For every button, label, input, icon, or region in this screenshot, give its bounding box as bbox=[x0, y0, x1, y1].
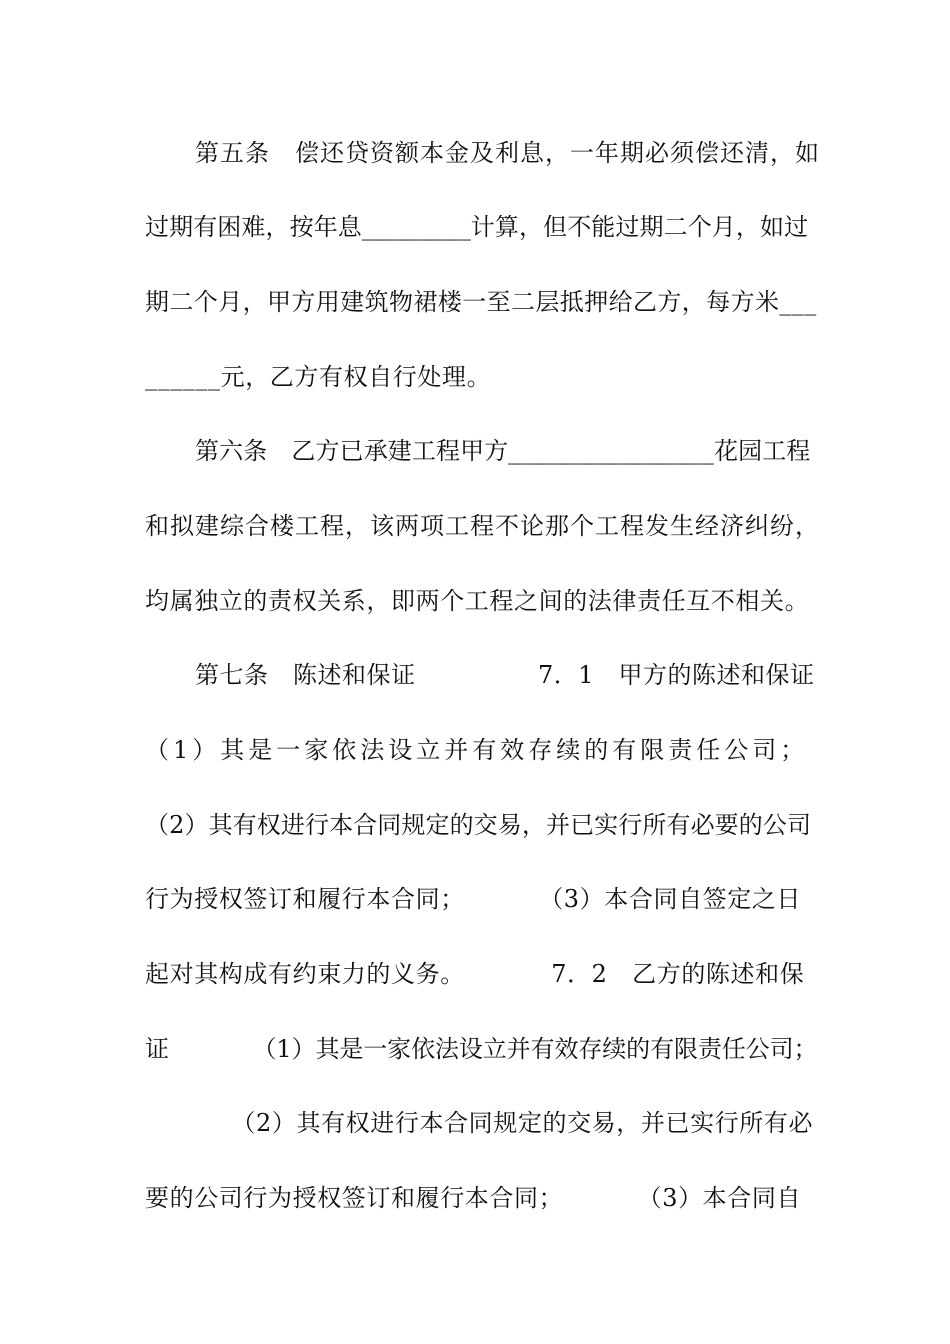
paragraph-line: 证 （1）其是一家依法设立并有效存续的有限责任公司； bbox=[145, 1035, 818, 1063]
paragraph-line: 起对其构成有约束力的义务。 7．2 乙方的陈述和保 bbox=[145, 960, 805, 988]
paragraph-line: 行为授权签订和履行本合同； （3）本合同自签定之日 bbox=[145, 885, 802, 913]
paragraph-line: 要的公司行为授权签订和履行本合同； （3）本合同自 bbox=[145, 1184, 802, 1212]
paragraph-line: 第六条 乙方已承建工程甲方_________________花园工程 bbox=[195, 437, 811, 465]
paragraph-line: （2）其有权进行本合同规定的交易，并已实行所有必要的公司 bbox=[145, 811, 812, 839]
paragraph-line: 和拟建综合楼工程，该两项工程不论那个工程发生经济纠纷， bbox=[145, 512, 820, 540]
paragraph-line: （2）其有权进行本合同规定的交易，并已实行所有必 bbox=[145, 1109, 814, 1137]
paragraph-line: ______元，乙方有权自行处理。 bbox=[145, 363, 492, 391]
paragraph-line: 第五条 偿还贷资额本金及利息，一年期必须偿还清，如 bbox=[195, 139, 820, 167]
paragraph-line: 过期有困难，按年息_________计算，但不能过期二个月，如过 bbox=[145, 213, 809, 241]
paragraph-line: 期二个月，甲方用建筑物裙楼一至二层抵押给乙方，每方米___ bbox=[145, 288, 817, 316]
paragraph-line: 第七条 陈述和保证 7．1 甲方的陈述和保证 bbox=[195, 661, 815, 689]
paragraph-line: （1）其是一家依法设立并有效存续的有限责任公司； bbox=[145, 736, 809, 764]
paragraph-line: 均属独立的责权关系，即两个工程之间的法律责任互不相关。 bbox=[145, 587, 810, 615]
